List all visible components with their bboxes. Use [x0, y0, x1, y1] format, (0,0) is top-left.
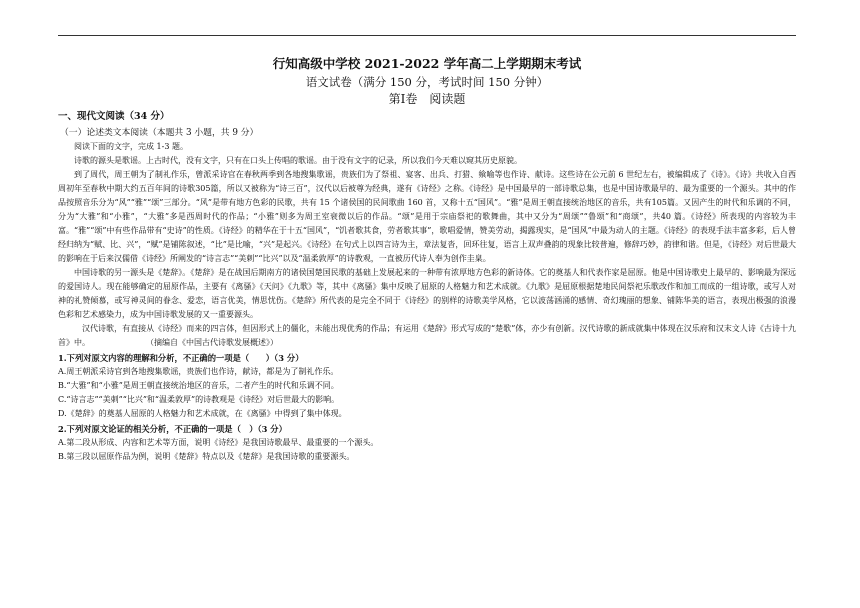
question-2-option-b: B.第三段以屈原作品为例，说明《楚辞》特点以及《楚辞》是我国诗歌的重要源头。 — [58, 452, 355, 461]
question-1-option-b: B.“大雅”和“小雅”是周王朝直接统治地区的音乐，二者产生的时代和乐调不同。 — [58, 381, 339, 390]
exam-subtitle: 语文试卷（满分 150 分，考试时间 150 分钟） — [305, 75, 549, 89]
paragraph-2: 到了周代，周王朝为了制礼作乐，曾派采诗官在春秋两季到各地搜集歌谣，贵族们为了祭祖、宴客、出兵、打猎、飨喻等也作诗、献诗。这些诗在公元前 6 世纪左右，被编辑成了《诗》。《诗》共收入自西周初年至春秋中期大约五百年间的诗歌305篇，所以又被称为“诗三百”，汉代以后被尊为经典，遂有《诗经》之称。《诗经》是中国最早的一部诗歌总集，也是中国诗歌最早的、最为重要的一个源头。其中的作品按照音乐分为“风”“雅”“颂”三部分。“风”是带有地方色彩的民歌，共有 15 个诸侯国的民间歌曲 160 首，又称十五“国风”。“雅”是周王朝直接统治地区的音乐，共有105篇。又因产生的时代和乐调的不同，分为“大雅”和“小雅”，“大雅”多是西周时代的作品；“小雅”则多为周王室衰微以后的作品。“颂”是用于宗庙祭祀的歌舞曲，其中又分为“周颂”“鲁颂”和“商颂”，共40 篇。《诗经》所表现的内容较为丰富。“雅”“颂”中有些作品带有“史诗”的性质。《诗经》的精华在于十五“国风”，“饥者歌其食，劳者歌其事”，歌唱爱情，赞美劳动，揭露现实，是“国风”中最为动人的主题。《诗经》的表现手法丰富多彩，后人曾经归纳为“赋、比、兴”，“赋”是铺陈叙述，“比”是比喻，“兴”是起兴。《诗经》在句式上以四言诗为主，章法复沓，回环往复，语言上双声叠韵的现象比较普遍，修辞巧妙，韵律和谐。但是，《诗经》对后世最大的影响在于后来汉儒借《诗经》所阐发的“诗言志”“美刺”“比兴”以及“温柔敦厚”的诗教观，一直被历代诗人奉为创作圭臬。 — [58, 170, 796, 263]
paragraph-1: 诗歌的源头是歌谣。上古时代，没有文字，只有在口头上传唱的歌谣。由于没有文字的记录，所以我们今天难以窥其历史原貌。 — [74, 156, 522, 165]
section-heading: 一、现代文阅读（34 分） — [58, 111, 170, 122]
question-1-stem: 1.下列对原文内容的理解和分析，不正确的一项是（ ）（3 分） — [58, 353, 304, 363]
exam-title: 行知高级中学校 2021-2022 学年高二上学期期末考试 — [272, 56, 582, 71]
paragraph-3: 中国诗歌的另一源头是《楚辞》。《楚辞》是在战国后期南方的诸侯国楚国民歌的基础上发展起来的一种带有浓厚地方色彩的新诗体。它的奠基人和代表作家是屈原。他是中国诗歌史上最早的、影响最为深远的爱国诗人。现在能够确定的屈原作品，主要有《离骚》《天问》《九歌》等，其中《离骚》集中反映了屈原的人格魅力和艺术成就。《九歌》是屈原根据楚地民间祭祀乐歌改作和加工而成的一组诗歌，或写人对神的礼赞倾慕，或写神灵间的眷念、爱恋，语言优美，情思忧伤。《楚辞》所代表的是完全不同于《诗经》的别样的诗歌美学风格，它以波荡涵涌的感情、奇幻瑰丽的想象、铺陈华美的语言，表现出极强的浪漫色彩和艺术感染力，成为中国诗歌发展的又一重要源头。 — [58, 268, 796, 319]
question-1-option-a: A.周王朝派采诗官到各地搜集歌谣，贵族们也作诗，献诗，都是为了制礼作乐。 — [58, 367, 339, 376]
source-citation: （摘编自《中国古代诗歌发展概述》） — [150, 338, 278, 347]
paragraph-4 — [58, 322, 796, 350]
subsection-heading: （一）论述类文本阅读（本题共 3 小题，共 9 分） — [60, 128, 259, 138]
reading-instruction: 阅读下面的文字，完成 1-3 题。 — [74, 142, 188, 151]
exam-page — [58, 52, 796, 464]
header-rule — [58, 35, 796, 36]
question-1-option-d: D.《楚辞》的奠基人屈原的人格魅力和艺术成就，在《离骚》中得到了集中体现。 — [58, 409, 347, 418]
question-2-stem: 2.下列对原文论证的相关分析，不正确的一项是（ ）（3 分） — [58, 424, 287, 434]
question-2-option-a: A.第二段从形成、内容和艺术等方面，说明《诗经》是我国诗歌最早、最重要的一个源头。 — [58, 438, 379, 447]
paragraph-4-text: 汉代诗歌，有直接从《诗经》而来的四言体，但因形式上的僵化，未能出现优秀的作品；有运用《楚辞》形式写成的“楚歌”体，亦少有创新。汉代诗歌的新成就集中体现在汉乐府和汉末文人诗《古诗十九首》中。 — [58, 324, 796, 347]
volume-heading: 第Ⅰ卷 阅读题 — [388, 92, 466, 106]
question-1-option-c: C.“诗言志”“美刺”“比兴”和“温柔敦厚”的诗教观是《诗经》对后世最大的影响。 — [58, 395, 340, 404]
